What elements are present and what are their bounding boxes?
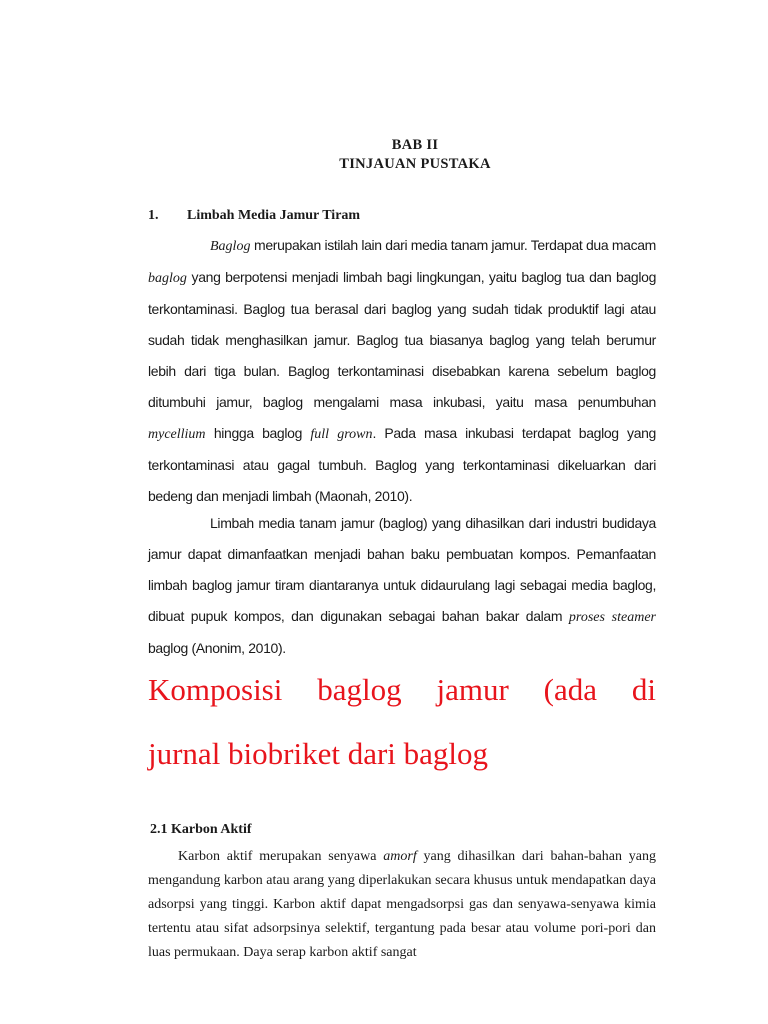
term-baglog: Baglog xyxy=(210,239,251,254)
section-1-heading: Limbah Media Jamur Tiram xyxy=(187,208,361,223)
section-1-paragraph-2: Limbah media tanam jamur (baglog) yang dihasilkan dari industri budidaya jamur dapat dimanfaatkan menjadi bahan baku pembuatan kompos. Pemanfaatan limbah baglog jamur tiram diantaranya untuk didaurulang lagi sebagai media baglog, dibuat pupuk kompos, dan digunakan sebagai bahan bakar dalam proses steamer baglog (Anonim, 2010). xyxy=(148,515,656,656)
term-proses-steamer: proses steamer xyxy=(568,610,656,625)
section-1-paragraph-1: Baglog merupakan istilah lain dari media tanam jamur. Terdapat dua macam baglog yang berpotensi menjadi limbah bagi lingkungan, yaitu baglog tua dan baglog terkontaminasi. Baglog tua berasal dari baglog yang sudah tidak produktif lagi atau sudah tidak menghasilkan jamur. Baglog tua biasanya baglog yang telah berumur lebih dari tiga bulan. Baglog terkontaminasi disebabkan karena sebelum baglog ditumbuhi jamur, baglog mengalami masa inkubasi, yaitu masa penumbuhan mycellium hingga baglog full grown. Pada masa inkubasi terdapat baglog yang terkontaminasi atau gagal tumbuh. Baglog yang terkontaminasi dikeluarkan dari bedeng dan menjadi limbah (Maonah, 2010). xyxy=(148,237,656,504)
term-amorf: amorf xyxy=(383,849,417,864)
note-red-line-1: Komposisi baglog jamur (ada di xyxy=(148,672,656,707)
section-2-1-paragraph: Karbon aktif merupakan senyawa amorf yang dihasilkan dari bahan-bahan yang mengandung karbon atau arang yang diperlakukan secara khusus untuk mendapatkan daya adsorpsi yang tinggi. Karbon aktif dapat mengadsorpsi gas dan senyawa-senyawa kimia tertentu atau sifat adsorpsinya selektif, tergantung pada besar atau volume pori-pori dan luas permukaan. Daya serap karbon aktif sangat xyxy=(148,849,656,960)
term-full-grown: full grown xyxy=(310,427,373,442)
section-2-1-heading: 2.1 Karbon Aktif xyxy=(150,822,252,837)
chapter-number: BAB II xyxy=(391,137,439,153)
note-red-line-2: jurnal biobriket dari baglog xyxy=(148,736,489,771)
term-baglog: baglog xyxy=(148,271,187,286)
section-1-number: 1. xyxy=(148,208,159,223)
chapter-title: TINJAUAN PUSTAKA xyxy=(339,156,491,172)
term-mycellium: mycellium xyxy=(148,427,206,442)
